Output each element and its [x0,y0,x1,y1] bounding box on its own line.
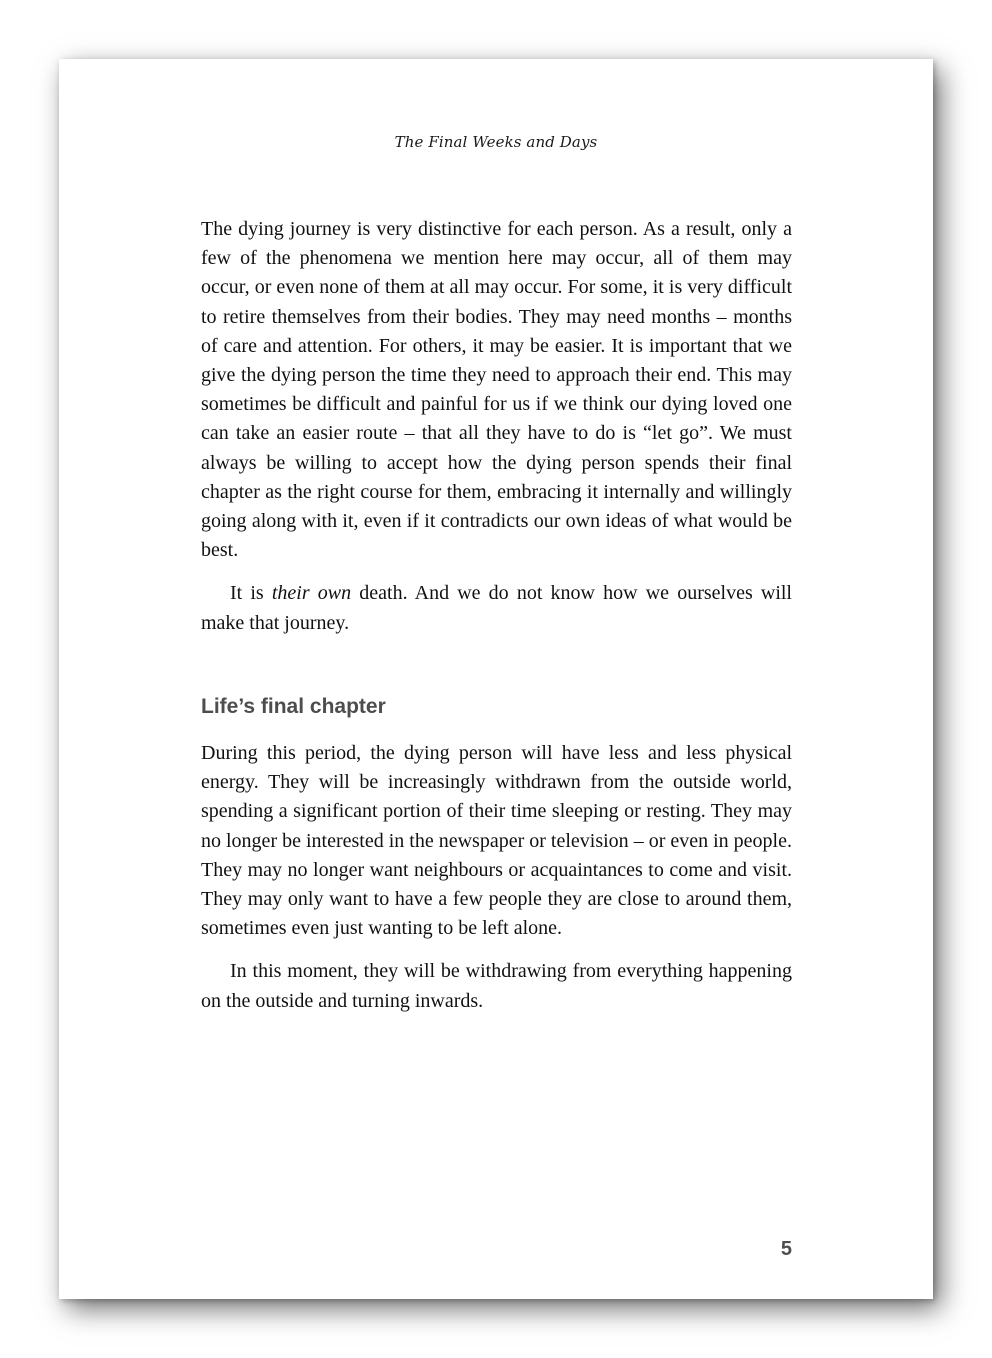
intro-paragraph-1: The dying journey is very distinctive for each person. As a result, only a few of the phenomena we mention here may occur, all of them may occur, or even none of them at all may occur. For some, it is very difficult to retire themselves from their bodies. They may need months – months of care and attention. For others, it may be easier. It is important that we give the dying person the time they need to approach their end. This may sometimes be difficult and painful for us if we think our dying loved one can take an easier route – that all they have to do is “let go”. We must always be willing to accept how the dying person spends their final chapter as the right course for them, embracing it internally and willingly going along with it, even if it contradicts our own ideas of what would be best. [201,218,792,562]
section-intro [201,215,792,638]
paragraph-text-start: It is [230,582,272,605]
page-number: 5 [780,1238,792,1260]
running-head: The Final Weeks and Days [394,133,598,151]
section-heading: Life’s final chapter [201,695,386,718]
emphasis-text: their own [271,582,352,605]
chapter-paragraph-1: During this period, the dying person will have less and less physical energy. They will be increasingly withdrawn from the outside world, spending a significant portion of their time sleeping or resting. They may no longer be interested in the newspaper or television – or even in people. They may no longer want neighbours or acquaintances to come and visit. They may only want to have a few people they are close to around them, sometimes even just wanting to be left alone. [201,742,792,940]
book-page [59,59,933,1299]
section-lifes-final-chapter [201,739,792,1016]
intro-paragraph-2 [201,579,792,637]
paragraph-text-end: death. And we do not know how we ourselves will make that journey. [201,582,792,634]
chapter-paragraph-2: In this moment, they will be withdrawing from everything happening on the outside and turning inwards. [201,960,792,1012]
